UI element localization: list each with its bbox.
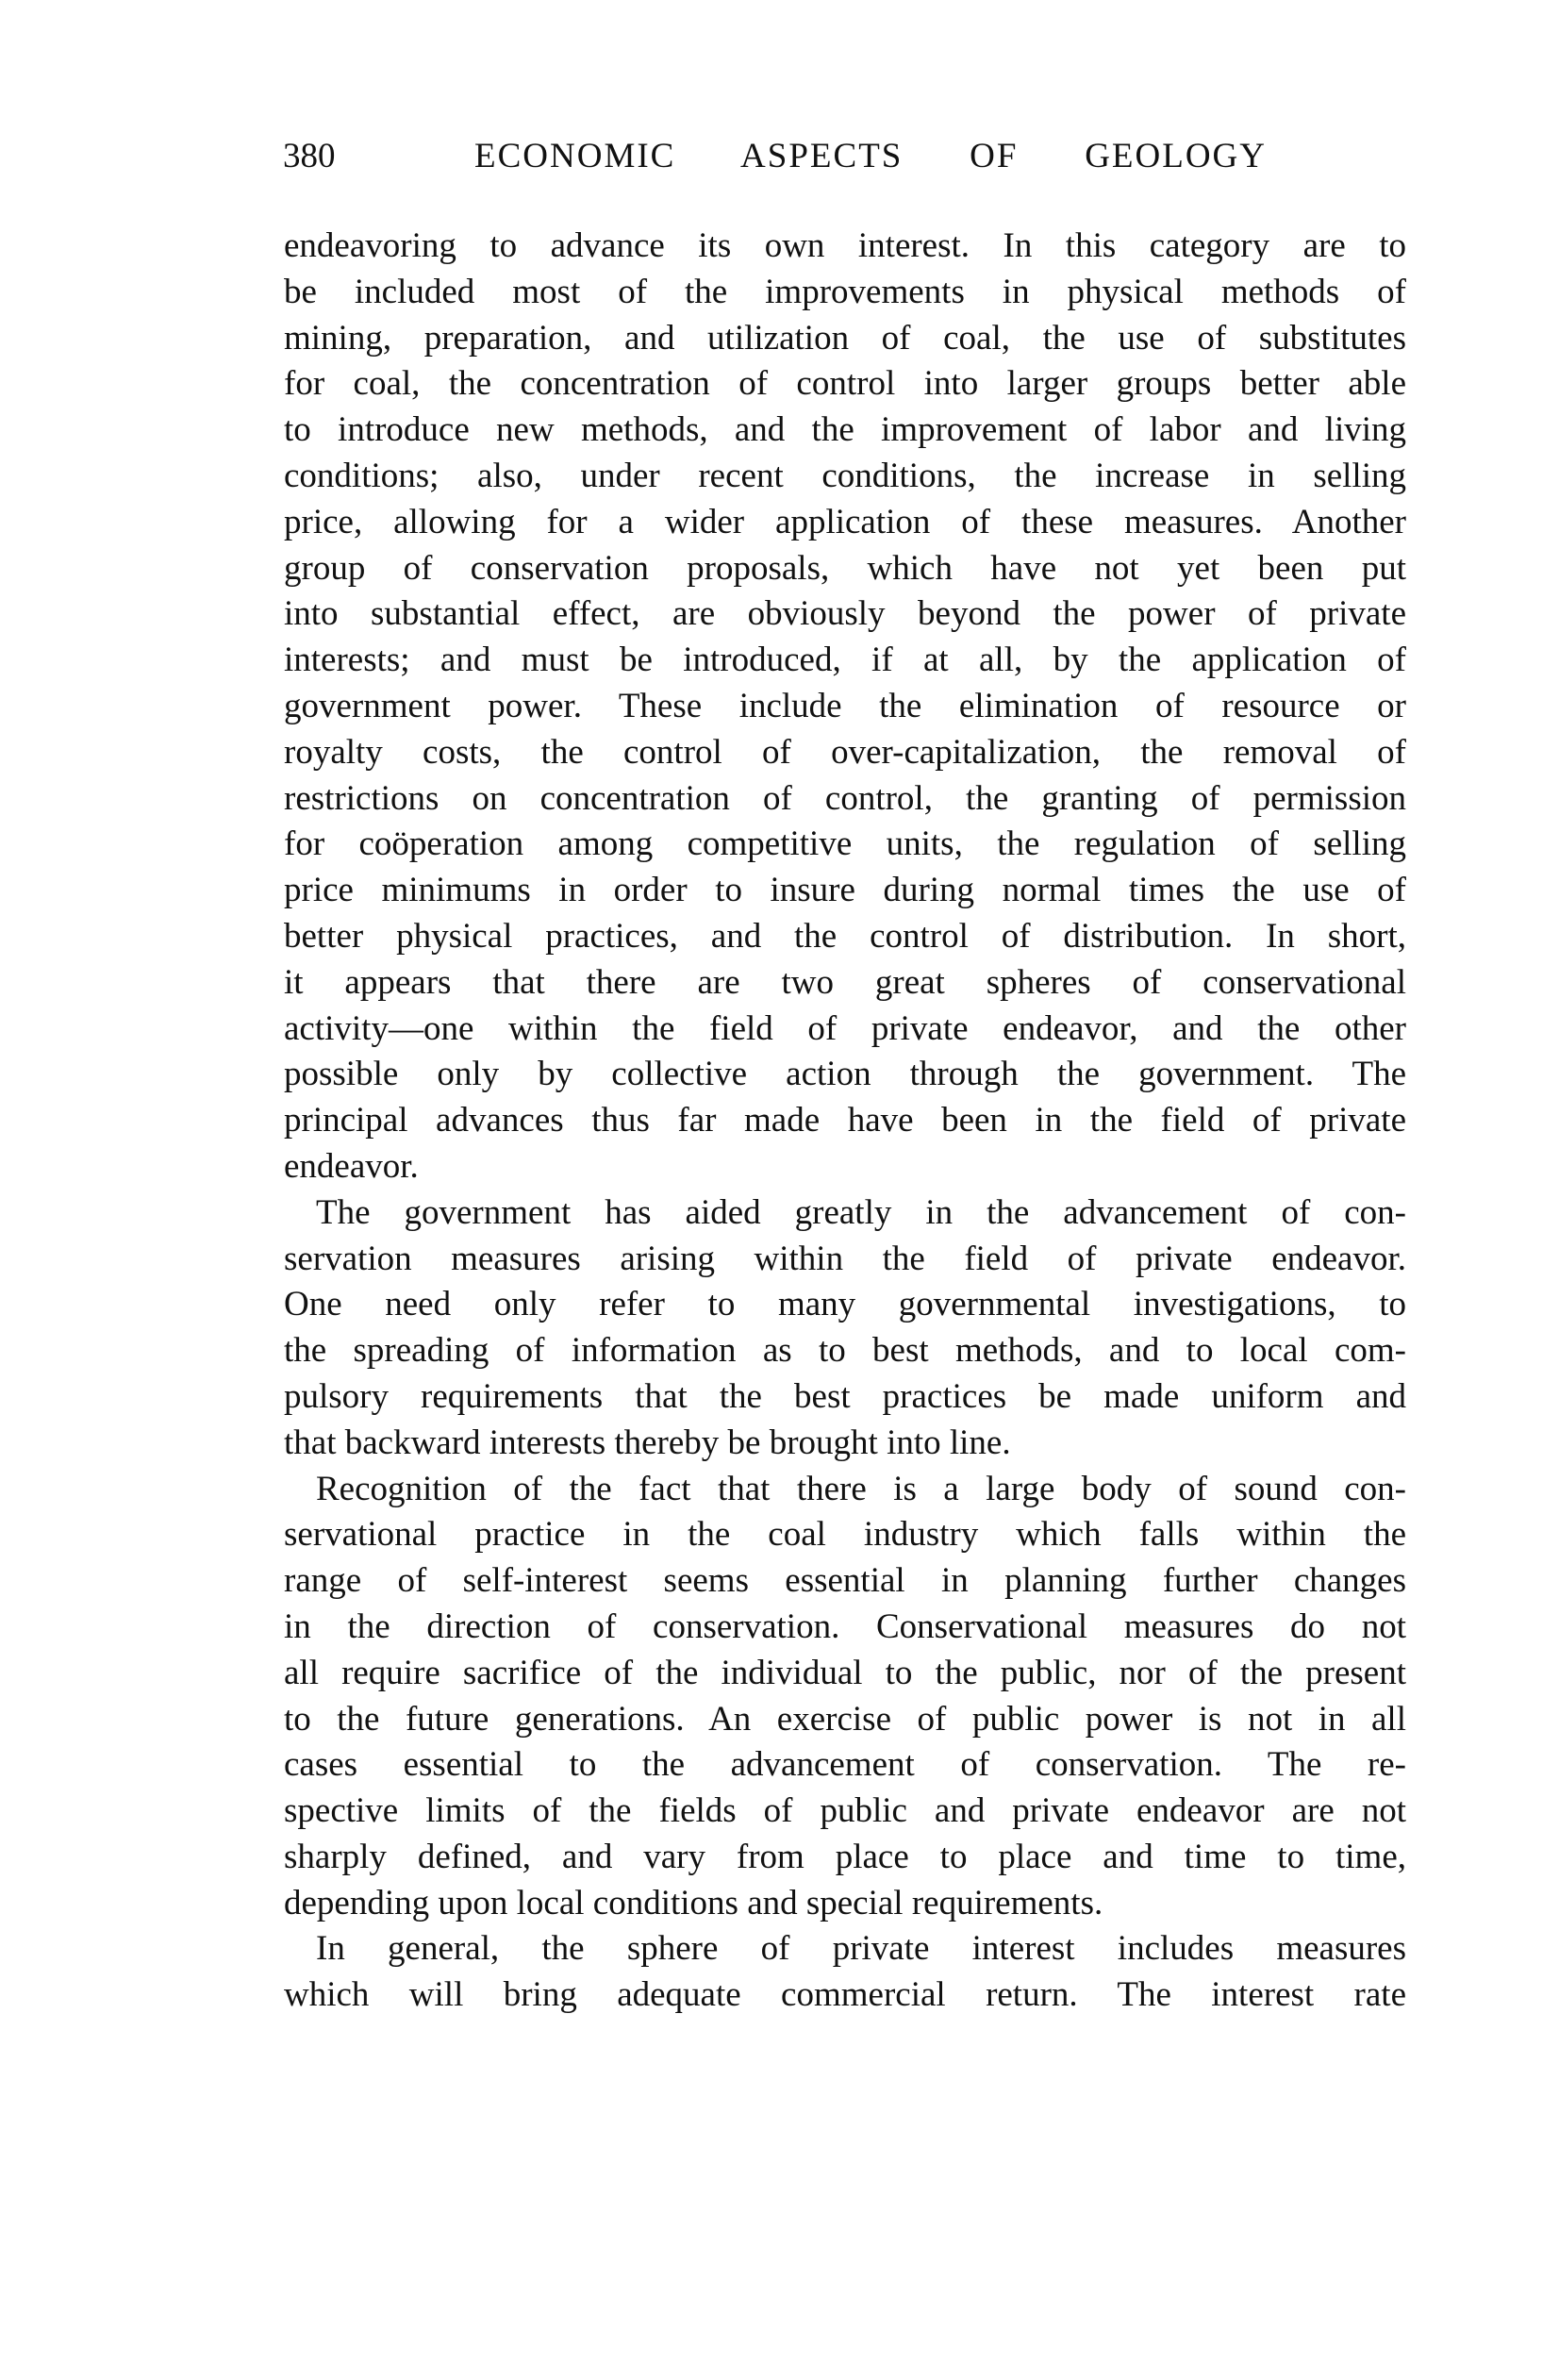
text-line: it appears that there are two great spheres of conservational <box>284 962 1406 1002</box>
text-line: In general, the sphere of private interest includes measures <box>316 1929 1406 1969</box>
text-line: range of self-interest seems essential in planning further changes <box>284 1561 1406 1601</box>
text-line: spective limits of the fields of public and private endeavor are not <box>284 1791 1406 1831</box>
text-line: group of conservation proposals, which have not yet been put <box>284 548 1406 588</box>
text-line: which will bring adequate commercial return. The interest rate <box>284 1975 1406 2015</box>
text-line: that backward interests thereby be brought into line. <box>284 1423 1011 1462</box>
text-line: price minimums in order to insure during normal times the use of <box>284 871 1406 910</box>
text-line: to the future generations. An exercise of public power is not in all <box>284 1699 1406 1739</box>
text-line: principal advances thus far made have been in the field of private <box>284 1101 1406 1140</box>
text-line: endeavoring to advance its own interest. In this category are to <box>284 226 1406 265</box>
text-line: servation measures arising within the field of private endeavor. <box>284 1239 1406 1278</box>
body-text <box>284 224 1406 2019</box>
paragraph <box>284 1467 1406 1927</box>
text-line: possible only by collective action through the government. The <box>284 1055 1406 1094</box>
text-line: into substantial effect, are obviously beyond the power of private <box>284 594 1406 634</box>
text-line: for coal, the concentration of control into larger groups better able <box>284 364 1406 404</box>
text-line: to introduce new methods, and the improvement of labor and living <box>284 410 1406 450</box>
text-line: restrictions on concentration of control, the granting of permission <box>284 778 1406 818</box>
paragraph <box>284 224 1406 1190</box>
text-line: for coöperation among competitive units, the regulation of selling <box>284 824 1406 864</box>
text-line: all require sacrifice of the individual to the public, nor of the present <box>284 1653 1406 1692</box>
text-line: better physical practices, and the control of distribution. In short, <box>284 916 1406 956</box>
page-number: 380 <box>283 137 336 175</box>
text-line: be included most of the improvements in physical methods of <box>284 272 1406 311</box>
text-line: sharply defined, and vary from place to place and time to time, <box>284 1837 1406 1876</box>
text-line: depending upon local conditions and special requirements. <box>284 1883 1103 1922</box>
text-line: the spreading of information as to best methods, and to local com- <box>284 1331 1406 1371</box>
text-line: government power. These include the elimination of resource or <box>284 686 1406 725</box>
text-line: pulsory requirements that the best practices be made uniform and <box>284 1376 1406 1416</box>
text-line: conditions; also, under recent conditions, the increase in selling <box>284 456 1406 495</box>
text-line: cases essential to the advancement of conservation. The re- <box>284 1745 1406 1785</box>
text-line: servational practice in the coal industry which falls within the <box>284 1515 1406 1555</box>
text-line: Recognition of the fact that there is a large body of sound con- <box>316 1469 1406 1508</box>
text-line: interests; and must be introduced, if at all, by the application of <box>284 641 1406 680</box>
running-title: ECONOMIC ASPECTS OF GEOLOGY <box>474 137 1267 175</box>
text-line: endeavor. <box>284 1146 419 1186</box>
text-line: price, allowing for a wider application of these measures. Another <box>284 502 1406 541</box>
text-line: royalty costs, the control of over-capitalization, the removal of <box>284 732 1406 772</box>
text-line: The government has aided greatly in the advancement of con- <box>316 1192 1406 1232</box>
text-line: mining, preparation, and utilization of coal, the use of substitutes <box>284 318 1406 358</box>
paragraph <box>284 1926 1406 2019</box>
paragraph <box>284 1190 1406 1467</box>
text-line: One need only refer to many governmental investigations, to <box>284 1285 1406 1324</box>
text-line: activity—one within the field of private endeavor, and the other <box>284 1008 1406 1048</box>
text-line: in the direction of conservation. Conservational measures do not <box>284 1606 1406 1646</box>
